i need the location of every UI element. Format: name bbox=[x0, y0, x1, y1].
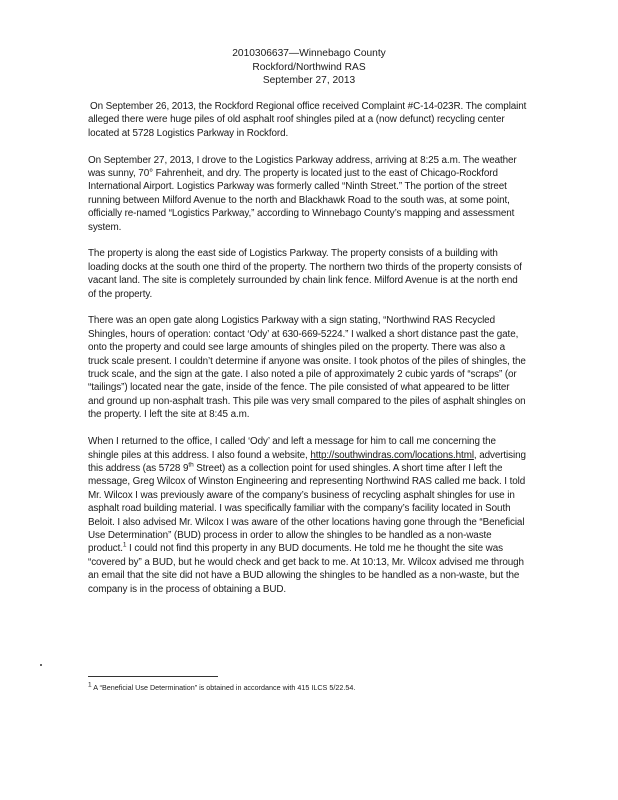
paragraph-follow-up bbox=[88, 435, 528, 596]
footnote-separator bbox=[88, 676, 218, 677]
ordinal-superscript: th bbox=[188, 461, 194, 469]
paragraph-complaint: On September 26, 2013, the Rockford Regional office received Complaint #C-14-023R. The complaint alleged there were huge piles of old asphalt roof shingles piled at a (now defunct) recycling center located at 5728 Logistics Parkway in Rockford. bbox=[88, 101, 527, 139]
paragraph-follow-up-part1: When I returned to the office, I called ‘Ody’ and left a message for him to call me concerning the shingle piles at this address. I also found a website, bbox=[88, 436, 496, 461]
footnote-number: 1 bbox=[88, 681, 92, 689]
paragraph-site-visit: On September 27, 2013, I drove to the Logistics Parkway address, arriving at 8:25 a.m. The weather was sunny, 70° Fahrenheit, and dry. The property is located just to the east of Chicago-Rockford International Airport. Logistics Parkway was formerly called “Ninth Street.” The portion of the street running between Milford Avenue to the north and Blackhawk Road to the south was, at some point, officially re-named “Logistics Parkway,” according to Winnebago County’s mapping and assessment system. bbox=[88, 154, 517, 233]
document-header bbox=[0, 47, 618, 88]
document-body bbox=[88, 100, 528, 609]
paragraph-gate-observations: There was an open gate along Logistics Parkway with a sign stating, “Northwind RAS Recycled Shingles, hours of operation: contact ‘Ody’ at 630-669-5224.” I walked a short distance past the gate, onto the property and could see large amounts of shingles piled on the property. There was also a truck scale present. I couldn’t determine if anyone was onsite. I took photos of the piles of shingles, the truck scale, and the sign at the gate. I also noted a pile of approximately 2 cubic yards of “scraps” (or “tailings”) located near the gate, inside of the fence. The pile consisted of what appeared to be litter and ground up non-asphalt trash. This pile was very small compared to the piles of asphalt shingles on the property. I left the site at 8:45 a.m. bbox=[88, 315, 526, 421]
header-date: September 27, 2013 bbox=[262, 75, 356, 86]
footnote-reference[interactable]: 1 bbox=[122, 542, 127, 550]
paragraph-property-description: The property is along the east side of Logistics Parkway. The property consists of a building with loading docks at the south one third of the property. The northern two thirds of the property consists of vacant land. The site is completely surrounded by chain link fence. Milford Avenue is at the north end of the property. bbox=[88, 248, 522, 300]
paragraph-follow-up-part3: Street) as a collection point for used shingles. A short time after I left the message, Greg Wilcox of Winston Engineering and representing Northwind RAS called me back. I told Mr. Wilcox I was previously aware of the company’s business of recycling asphalt shingles for use in asphalt road building material. I was specifically familiar with the company’s facility located in South Beloit. I also advised Mr. Wilcox I was aware of the other locations having gone through the “Beneficial Use Determination” (BUD) process in order to allow the shingles to be handled as a non-waste product. bbox=[88, 462, 526, 555]
header-case-title: 2010306637—Winnebago County bbox=[232, 48, 386, 59]
website-link[interactable]: http://southwindras.com/locations.html bbox=[310, 449, 474, 461]
header-subject: Rockford/Northwind RAS bbox=[252, 61, 366, 73]
footnote-text: A “Beneficial Use Determination” is obtained in accordance with 415 ILCS 5/22.54. bbox=[91, 683, 356, 692]
paragraph-follow-up-part2: , advertising this address (as 5728 9 bbox=[88, 449, 526, 474]
scan-artifact-dot bbox=[40, 664, 42, 666]
footnote bbox=[88, 683, 528, 693]
paragraph-follow-up-part4: I could not find this property in any BUD documents. He told me he thought the site was “covered by” a BUD, but he would check and get back to me. At 10:13, Mr. Wilcox advised me through an email that the site did not have a BUD allowing the shingles to be handled as a non-waste, but the company is in the process of obtaining a BUD. bbox=[88, 543, 524, 595]
